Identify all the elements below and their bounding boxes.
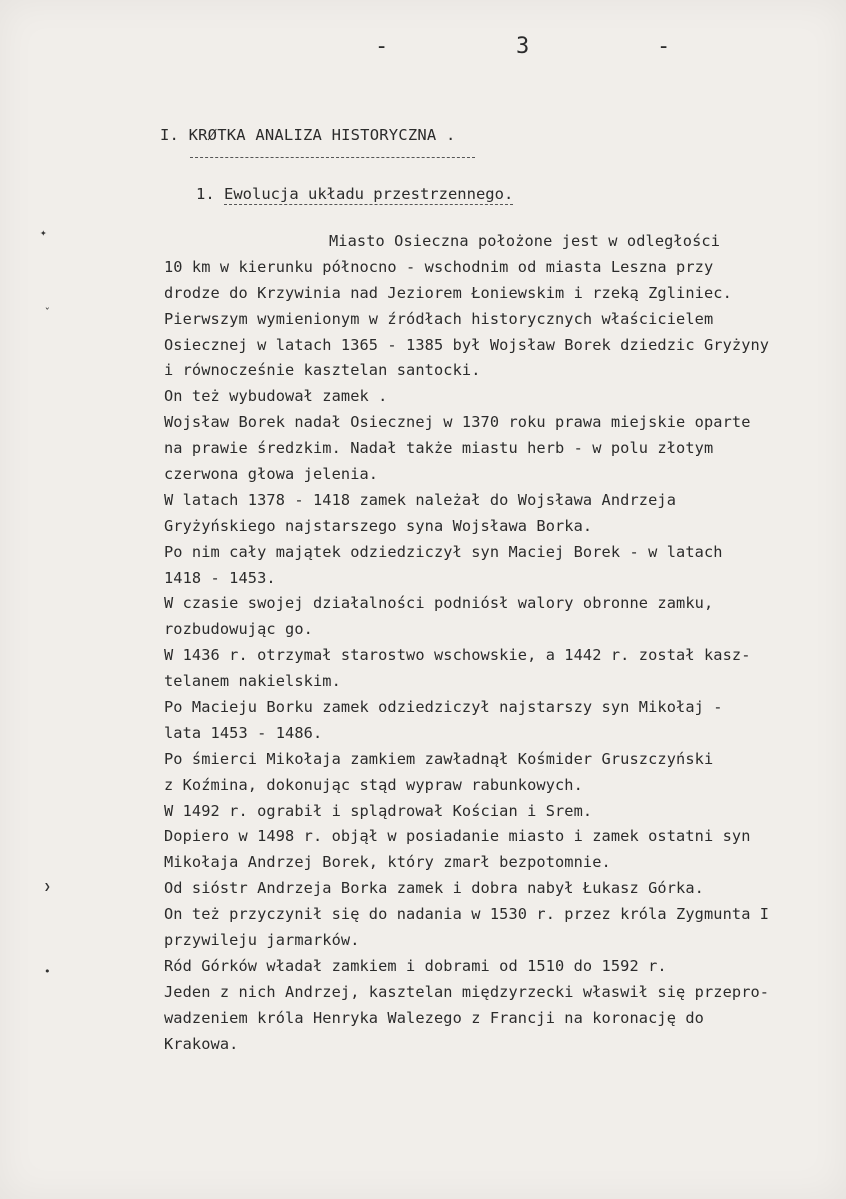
page-number: - 3 - bbox=[375, 34, 693, 59]
margin-mark: ˇ bbox=[44, 306, 51, 319]
text-line: Po nim cały majątek odziedziczył syn Maciej Borek - w latach bbox=[164, 542, 723, 561]
text-line: Ród Górków władał zamkiem i dobrami od 1510 do 1592 r. bbox=[164, 956, 667, 975]
text-line: Po Macieju Borku zamek odziedziczył najstarszy syn Mikołaj - bbox=[164, 698, 723, 717]
heading-underline bbox=[190, 157, 475, 158]
text-line: z Koźmina, dokonując stąd wypraw rabunkowych. bbox=[164, 775, 583, 794]
text-line: Mikołaja Andrzej Borek, który zmarł bezpotomnie. bbox=[164, 853, 611, 872]
section-heading: I. KRØTKA ANALIZA HISTORYCZNA . bbox=[160, 126, 456, 144]
text-line: Miasto Osieczna położone jest w odległości bbox=[329, 232, 720, 250]
text-line: 1418 - 1453. bbox=[164, 568, 276, 587]
subsection-heading bbox=[196, 185, 513, 203]
margin-mark: ❯ bbox=[44, 880, 51, 893]
text-line: W latach 1378 - 1418 zamek należał do Wojsława Andrzeja bbox=[164, 490, 677, 509]
text-line: na prawie średzkim. Nadał także miastu herb - w polu złotym bbox=[164, 439, 714, 458]
text-line: czerwona głowa jelenia. bbox=[164, 465, 379, 484]
text-line: Krakowa. bbox=[164, 1034, 239, 1053]
text-line: rozbudowując go. bbox=[164, 620, 313, 639]
text-line: Osiecznej w latach 1365 - 1385 był Wojsław Borek dziedzic Gryżyny bbox=[164, 335, 770, 354]
text-line: Wojsław Borek nadał Osiecznej w 1370 roku prawa miejskie oparte bbox=[164, 413, 751, 432]
text-line: On też wybudował zamek . bbox=[164, 387, 388, 406]
text-line: W 1492 r. ograbił i splądrował Kościan i Srem. bbox=[164, 801, 593, 820]
margin-mark: ✦ bbox=[40, 226, 47, 239]
text-line: On też przyczynił się do nadania w 1530 r. przez króla Zygmunta I bbox=[164, 905, 770, 924]
text-line: W 1436 r. otrzymał starostwo wschowskie, a 1442 r. został kasz- bbox=[164, 646, 751, 665]
text-line: Od sióstr Andrzeja Borka zamek i dobra nabył Łukasz Górka. bbox=[164, 879, 704, 898]
text-line: drodze do Krzywinia nad Jeziorem Łoniewskim i rzeką Zgliniec. bbox=[164, 283, 732, 302]
text-line: wadzeniem króla Henryka Walezego z Francji na koronację do bbox=[164, 1008, 704, 1027]
text-line: Gryżyńskiego najstarszego syna Wojsława Borka. bbox=[164, 516, 593, 535]
margin-mark: • bbox=[44, 965, 51, 978]
text-line: lata 1453 - 1486. bbox=[164, 723, 323, 742]
text-line: telanem nakielskim. bbox=[164, 672, 341, 691]
body-text bbox=[164, 229, 824, 1058]
subsection-number: 1. bbox=[196, 185, 224, 203]
text-line: Dopiero w 1498 r. objął w posiadanie miasto i zamek ostatni syn bbox=[164, 827, 751, 846]
text-line: przywileju jarmarków. bbox=[164, 931, 360, 950]
text-line: i równocześnie kasztelan santocki. bbox=[164, 361, 481, 380]
text-line: 10 km w kierunku północno - wschodnim od miasta Leszna przy bbox=[164, 257, 714, 276]
text-line: W czasie swojej działalności podniósł walory obronne zamku, bbox=[164, 594, 714, 613]
text-line: Pierwszym wymienionym w źródłach historycznych właścicielem bbox=[164, 309, 714, 328]
text-line: Po śmierci Mikołaja zamkiem zawładnął Kośmider Gruszczyński bbox=[164, 749, 714, 768]
subsection-title: Ewolucja układu przestrzennego. bbox=[224, 185, 514, 203]
text-line: Jeden z nich Andrzej, kasztelan międzyrzecki właswił się przepro- bbox=[164, 982, 770, 1001]
